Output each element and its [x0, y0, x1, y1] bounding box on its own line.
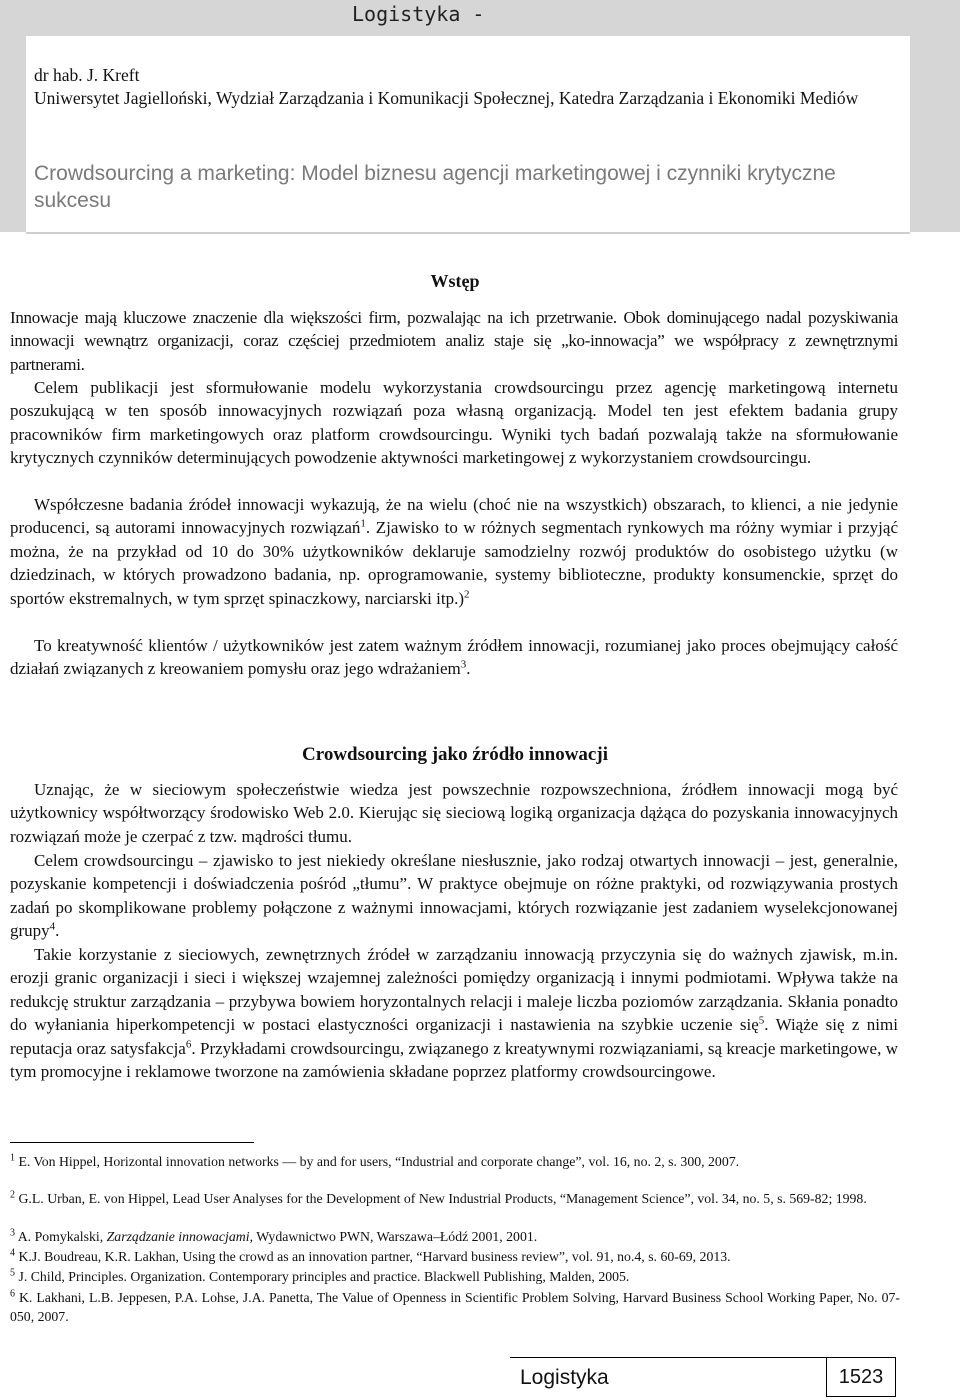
running-header: Logistyka -: [352, 2, 485, 26]
footnote-ref-3: 3: [460, 658, 467, 671]
footer-rule: [510, 1357, 826, 1358]
footnote-5: $^5$ J. Child, Principles. Organization. Contemporary principles and practice. Blackwell Publishing, Malden, 2005.: [10, 1267, 630, 1284]
section-heading-intro: Wstęp: [430, 271, 480, 291]
footnote-ref-6: 6: [185, 1037, 192, 1050]
footnote-ref-5: 5: [758, 1014, 765, 1027]
section-heading-crowdsourcing: Crowdsourcing jako źródło innowacji: [302, 744, 608, 765]
page-number: 1523: [826, 1357, 896, 1397]
intro-paragraph-4: To kreatywność klientów / użytkowników jest zatem ważnym źródłem innowacji, rozumianej jako proces obejmujący całość działań związanych z kreowaniem pomysłu oraz jego wdrażaniem$^3$.: [10, 636, 898, 679]
footnote-2: $^2$ G.L. Urban, E. von Hippel, Lead User Analyses for the Development of New Industrial Products, “Management Science”, vol. 34, no. 5, s. 569-82; 1998.: [10, 1189, 867, 1206]
footnote-ref-1: 1: [360, 517, 366, 530]
footnote-4: $^4$ K.J. Boudreau, K.R. Lakhan, Using the crowd as an innovation partner, “Harvard business review”, vol. 91, no.4, s. 60-69, 2013.: [10, 1247, 731, 1264]
title-frame-right: [910, 36, 960, 232]
author-affiliation: Uniwersytet Jagielloński, Wydział Zarządzania i Komunikacji Społecznej, Katedra Zarządzania i Ekonomiki Mediów: [34, 88, 859, 108]
footnote-6: $^6$ K. Lakhani, L.B. Jeppesen, P.A. Lohse, J.A. Panetta, The Value of Openness in Scientific Problem Solving, Harvard Business School Working Paper, No. 07-050, 2007.: [10, 1288, 900, 1324]
intro-paragraph-3: Współczesne badania źródeł innowacji wykazują, że na wielu (choć nie na wszystkich) obszarach, to klienci, a nie jedynie producenci, są autorami innowacyjnych rozwiązań$^1$. Zjawisko to w różnych segmentach rynkowych ma różny wymiar i przyjąć można, że na przykład od 10 do 30% użytkowników deklaruje samodzielny rozwój produktów do osobistego użytku (w dziedzinach, w których prowadzono badania, np. oprogramowanie, systemy biblioteczne, produkty konsumenckie, sprzęt do sportów ekstremalnych, w tym sprzęt spinaczkowy, narciarski itp.)$^2$: [10, 495, 898, 608]
intro-paragraph-1: Innowacje mają kluczowe znaczenie dla większości firm, pozwalając na ich przetrwanie. Obok dominującego nadal pozyskiwania innowacji wewnątrz organizacji, coraz częściej przedmiotem analiz staje się „ko-innowacja” we współpracy z zewnętrznymi partnerami.: [10, 308, 898, 374]
footnote-3: $^3$ A. Pomykalski, Zarządzanie innowacjami, Wydawnictwo PWN, Warszawa–Łódź 2001, 2001.: [10, 1227, 538, 1244]
title-frame-left: [0, 36, 26, 232]
footnote-ref-4: 4: [49, 920, 56, 933]
intro-paragraph-2: Celem publikacji jest sformułowanie modelu wykorzystania crowdsourcingu przez agencję marketingową internetu poszukującą w ten sposób innowacyjnych rozwiązań poza własną organizacją. Model ten jest efektem badania grupy pracowników firm marketingowych oraz platform crowdsourcingu. Wyniki tych badań pozwalają także na sformułowanie krytycznych czynników determinujących powodzenie aktywności marketingowej z wykorzystaniem crowdsourcingu.: [10, 378, 898, 468]
crowd-paragraph-2: Celem crowdsourcingu – zjawisko to jest niekiedy określane niesłusznie, jako rodzaj otwartych innowacji – jest, generalnie, pozyskanie kompetencji i doświadczenia pośród „tłumu”. W praktyce obejmuje on różne praktyki, od rozwiązywania prostych zadań po skomplikowane problemy połączone z ważnymi innowacjami, których rozwiązanie jest zadaniem wyselekcjonowanej grupy$^4$.: [10, 851, 898, 941]
footnote-ref-2: 2: [464, 587, 470, 600]
article-title: Crowdsourcing a marketing: Model biznesu agencji marketingowej i czynniki krytyczne sukcesu: [34, 162, 836, 212]
footnote-1: $^1$ E. Von Hippel, Horizontal innovation networks — by and for users, “Industrial and corporate change”, vol. 16, no. 2, s. 300, 2007.: [10, 1152, 740, 1169]
author-name: dr hab. J. Kreft: [34, 65, 140, 85]
footnote-separator: [10, 1142, 254, 1143]
crowd-paragraph-3: Takie korzystanie z sieciowych, zewnętrznych źródeł w zarządzaniu innowacją przyczynia się do ważnych zjawisk, m.in. erozji granic organizacji i sieci i większej wzajemnej zależności pomiędzy organizacją i innymi podmiotami. Wpływa także na redukcję struktur zarządzania – przybywa bowiem horyzontalnych relacji i maleje liczba poziomów zarządzania. Skłania ponadto do wyłaniania hiperkompetencji w postaci elastyczności organizacji i nastawienia na szybkie uczenie się$^5$. Wiąże się z nimi reputacja oraz satysfakcja$^6$. Przykładami crowdsourcingu, związanego z kreatywnymi rozwiązaniami, są kreacje marketingowe, w tym promocyjne i reklamowe tworzone na zamówienia składane poprzez platformy crowdsourcingowe.: [10, 945, 899, 1082]
crowd-paragraph-1: Uznając, że w sieciowym społeczeństwie wiedza jest powszechnie rozpowszechniona, źródłem innowacji mogą być użytkownicy współtworzący środowisko Web 2.0. Kierując się sieciową logiką organizacja dążąca do pozyskania innowacyjnych rozwiązań może je czerpać z tzw. mądrości tłumu.: [10, 780, 898, 846]
footer-journal-name: Logistyka: [520, 1366, 609, 1389]
